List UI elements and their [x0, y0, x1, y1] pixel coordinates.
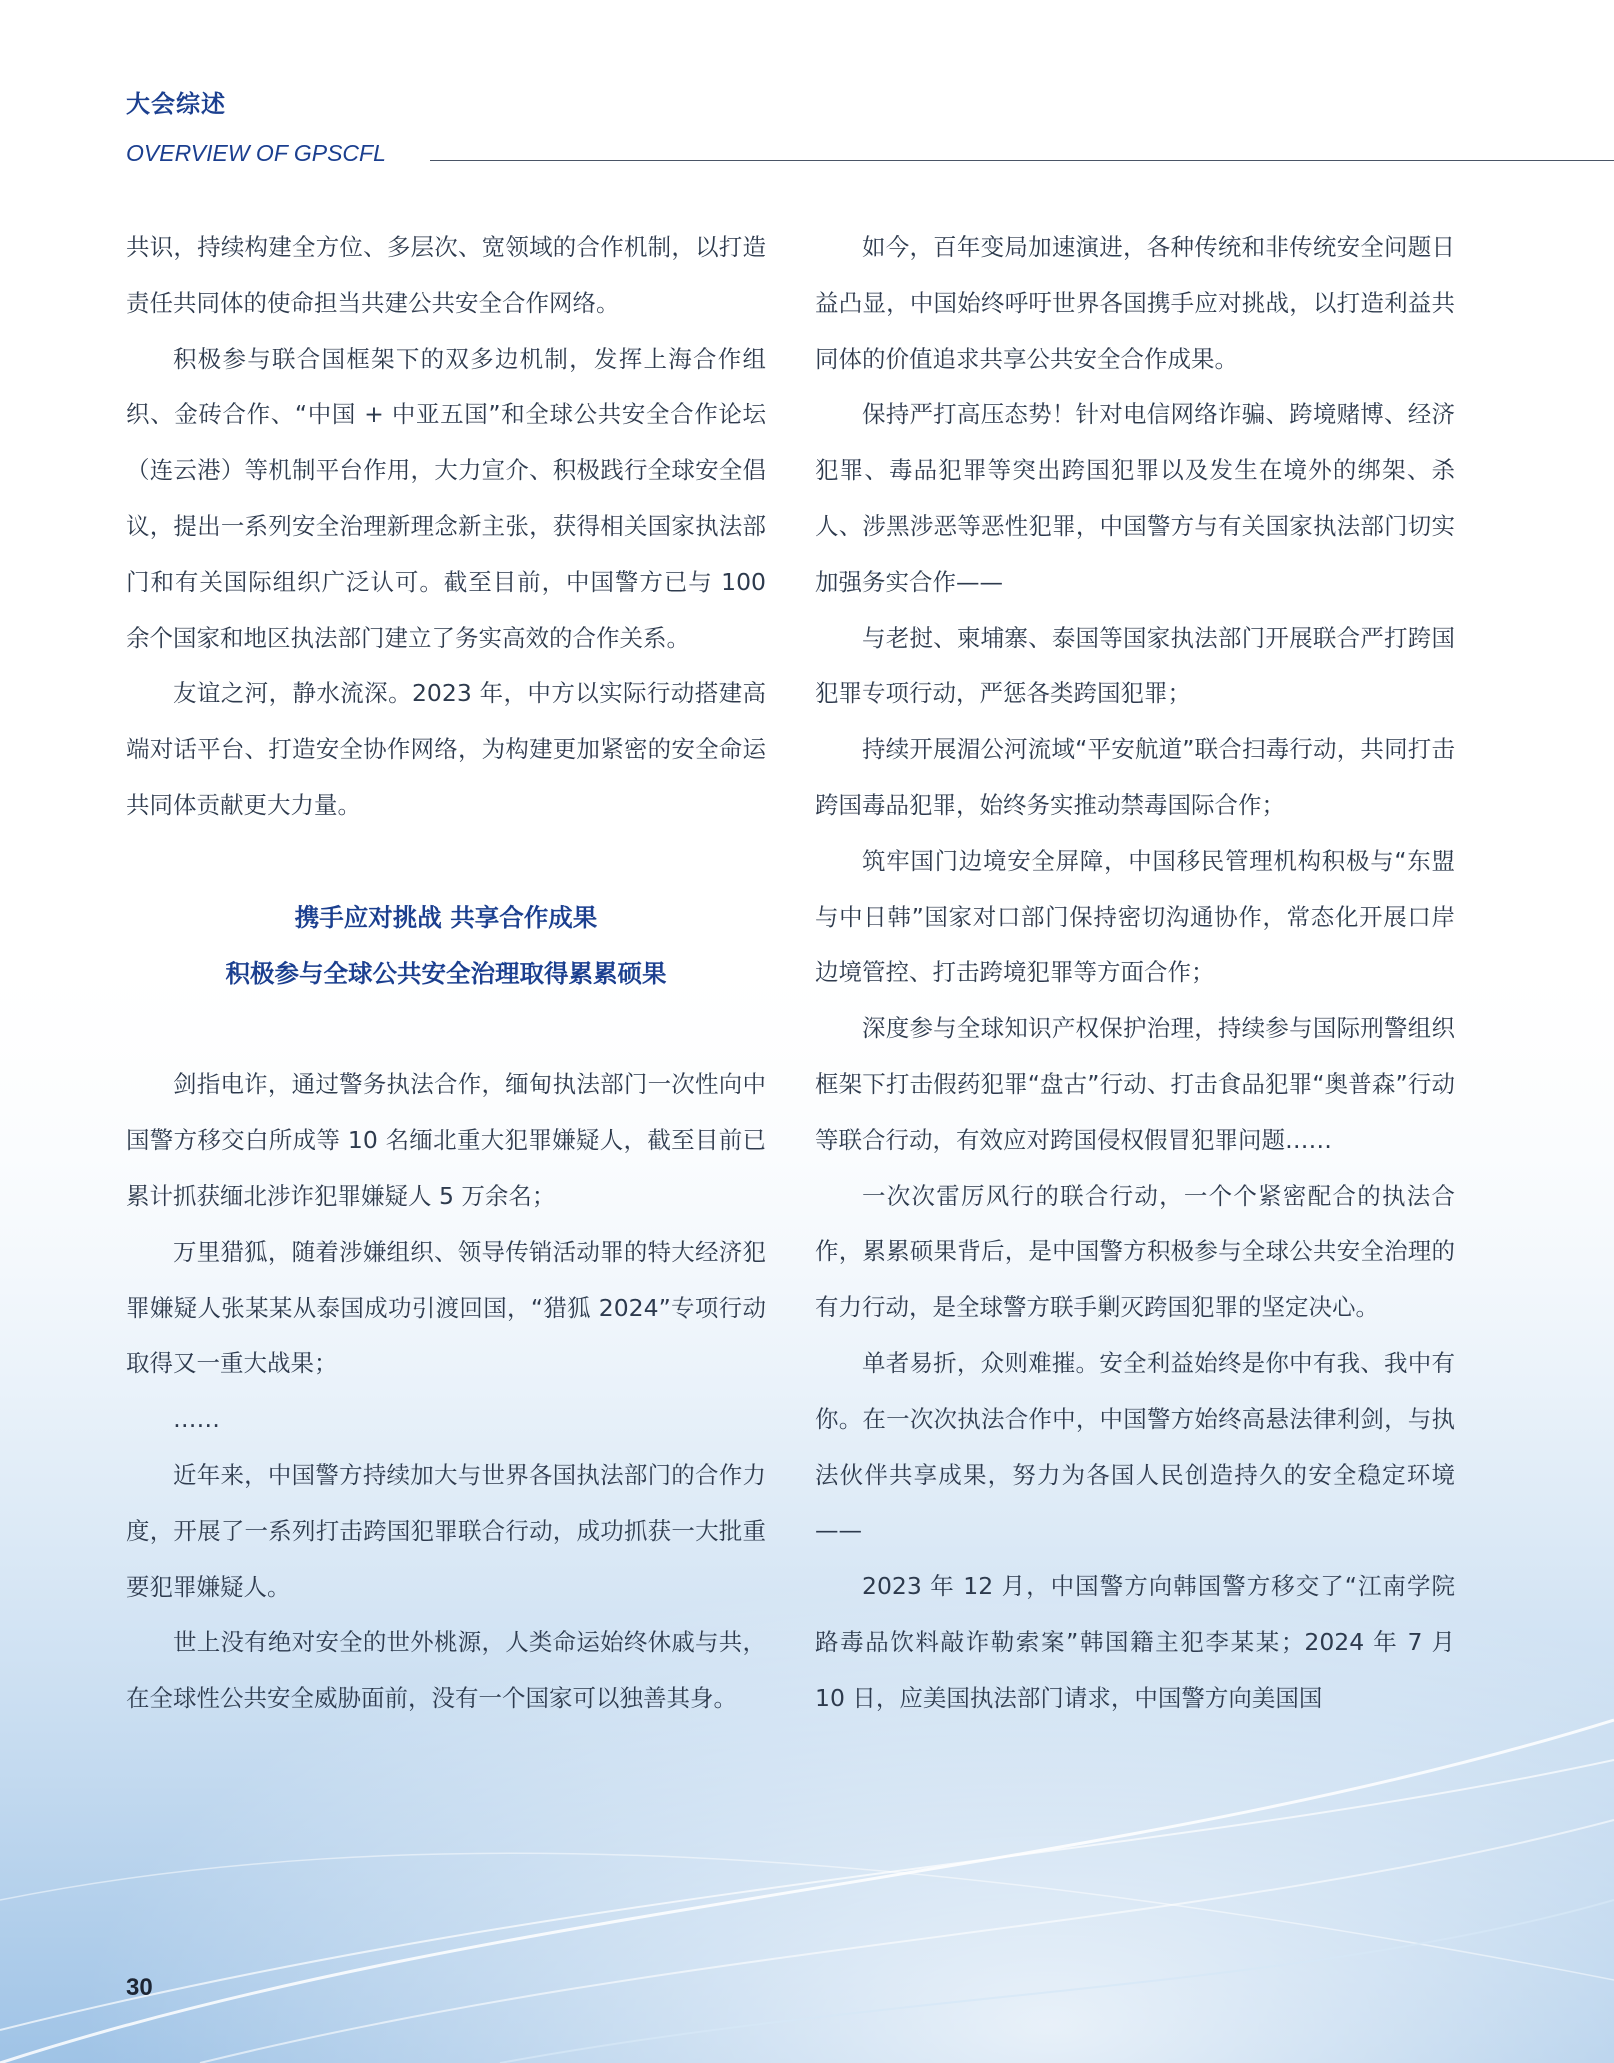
paragraph: 如今，百年变局加速演进，各种传统和非传统安全问题日益凸显，中国始终呼吁世界各国携手应对挑战，以打造利益共同体的价值追求共享公共安全合作成果。: [815, 233, 1455, 373]
ellipsis-paragraph: ……: [173, 1405, 220, 1434]
paragraph: 共识，持续构建全方位、多层次、宽领域的合作机制，以打造责任共同体的使命担当共建公共安全合作网络。: [126, 233, 766, 317]
section-subtitle: OVERVIEW OF GPSCFL: [126, 140, 386, 166]
paragraph: 2023 年 12 月，中国警方向韩国警方移交了“江南学院路毒品饮料敲诈勒索案”韩国籍主犯李某某；2024 年 7 月 10 日，应美国执法部门请求，中国警方向美国国: [815, 1572, 1455, 1712]
paragraph: 积极参与联合国框架下的双多边机制，发挥上海合作组织、金砖合作、“中国 + 中亚五国”和全球公共安全合作论坛（连云港）等机制平台作用，大力宣介、积极践行全球安全倡议，提出一系列安全治理新理念新主张，获得相关国家执法部门和有关国际组织广泛认可。截至目前，中国警方已与 100 余个国家和地区执法部门建立了务实高效的合作关系。: [126, 344, 766, 652]
paragraph: 持续开展湄公河流域“平安航道”联合扫毒行动，共同打击跨国毒品犯罪，始终务实推动禁毒国际合作；: [815, 735, 1455, 819]
paragraph: 单者易折，众则难摧。安全利益始终是你中有我、我中有你。在一次次执法合作中，中国警方始终高悬法律利剑，与执法伙伴共享成果，努力为各国人民创造持久的安全稳定环境——: [815, 1348, 1455, 1545]
paragraph: 一次次雷厉风行的联合行动，一个个紧密配合的执法合作，累累硕果背后，是中国警方积极参与全球公共安全治理的有力行动，是全球警方联手剿灭跨国犯罪的坚定决心。: [815, 1181, 1455, 1322]
right-column: [815, 220, 1455, 1727]
paragraph: 友谊之河，静水流深。2023 年，中方以实际行动搭建高端对话平台、打造安全协作网络，为构建更加紧密的安全命运共同体贡献更大力量。: [126, 679, 766, 819]
paragraph: 深度参与全球知识产权保护治理，持续参与国际刑警组织框架下打击假药犯罪“盘古”行动、打击食品犯罪“奥普森”行动等联合行动，有效应对跨国侵权假冒犯罪问题……: [815, 1014, 1455, 1154]
section-title: 大会综述: [126, 90, 226, 118]
paragraph: 保持严打高压态势！针对电信网络诈骗、跨境赌博、经济犯罪、毒品犯罪等突出跨国犯罪以及发生在境外的绑架、杀人、涉黑涉恶等恶性犯罪，中国警方与有关国家执法部门切实加强务实合作——: [815, 400, 1455, 596]
paragraph: 近年来，中国警方持续加大与世界各国执法部门的合作力度，开展了一系列打击跨国犯罪联合行动，成功抓获一大批重要犯罪嫌疑人。: [126, 1460, 766, 1601]
paragraph: 剑指电诈，通过警务执法合作，缅甸执法部门一次性向中国警方移交白所成等 10 名缅北重大犯罪嫌疑人，截至目前已累计抓获缅北涉诈犯罪嫌疑人 5 万余名；: [126, 1070, 766, 1210]
subheading-line-1: 携手应对挑战 共享合作成果: [294, 902, 598, 932]
spacer: [126, 1001, 766, 1057]
paragraph: 世上没有绝对安全的世外桃源，人类命运始终休戚与共，在全球性公共安全威胁面前，没有一个国家可以独善其身。: [126, 1628, 766, 1713]
left-column: [126, 220, 766, 1727]
page-number: 30: [126, 1974, 153, 2001]
paragraph: 万里猎狐，随着涉嫌组织、领导传销活动罪的特大经济犯罪嫌疑人张某某从泰国成功引渡回国，“猎狐 2024”专项行动取得又一重大战果；: [126, 1237, 766, 1378]
paragraph: 与老挝、柬埔寨、泰国等国家执法部门开展联合严打跨国犯罪专项行动，严惩各类跨国犯罪；: [815, 623, 1455, 708]
paragraph: 筑牢国门边境安全屏障，中国移民管理机构积极与“东盟与中日韩”国家对口部门保持密切沟通协作，常态化开展口岸边境管控、打击跨境犯罪等方面合作；: [815, 846, 1455, 987]
subheading-line-2: 积极参与全球公共安全治理取得累累硕果: [225, 958, 667, 988]
header-divider: [430, 160, 1614, 161]
spacer: [126, 834, 766, 890]
